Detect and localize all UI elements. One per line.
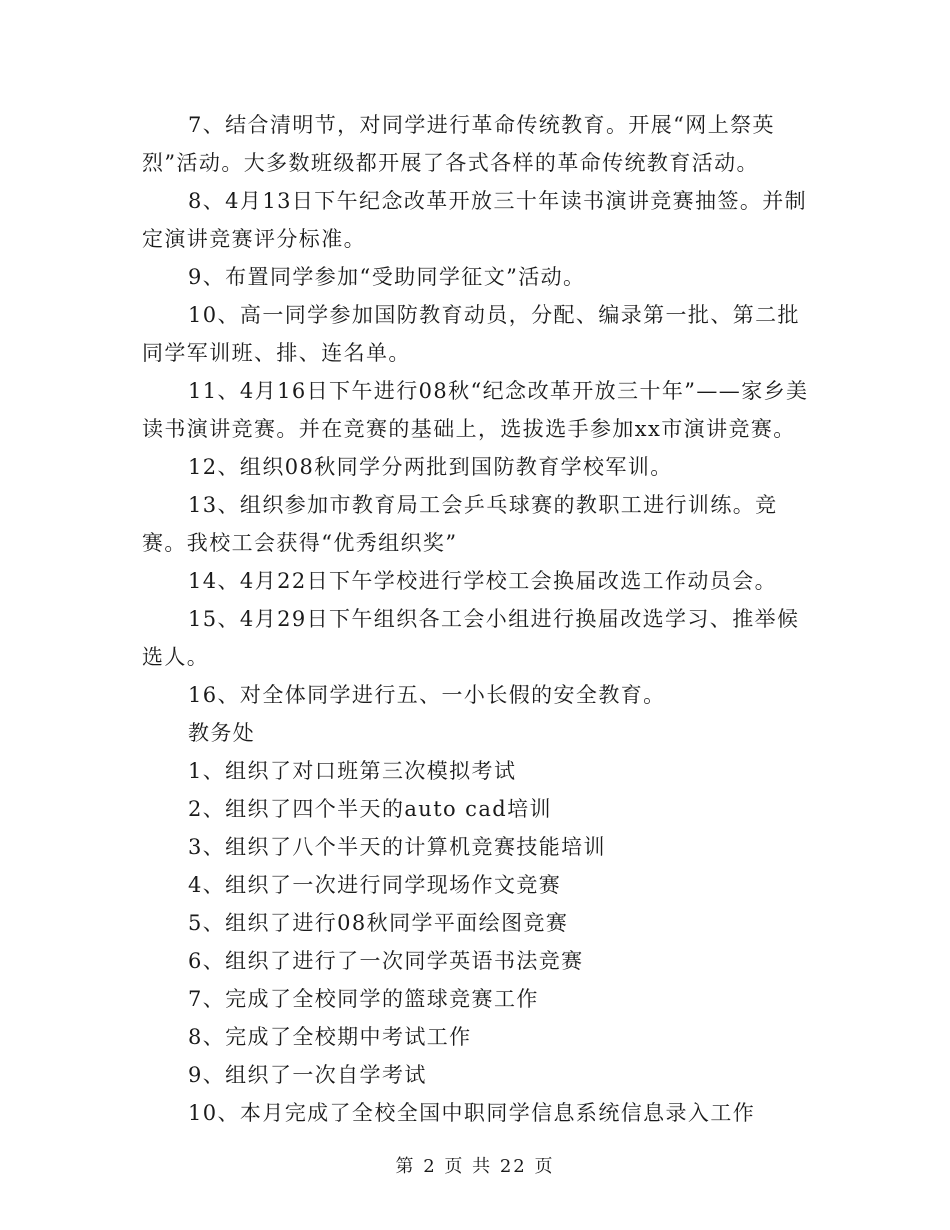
list-item: 3、组织了八个半天的计算机竞赛技能培训 [188, 835, 606, 859]
paragraph: 14、4月22日下午学校进行学校工会换届改选工作动员会。 [188, 569, 778, 593]
section-heading: 教务处 [188, 721, 256, 745]
list-item: 4、组织了一次进行同学现场作文竞赛 [188, 873, 562, 897]
list-item: 1、组织了对口班第三次模拟考试 [188, 759, 517, 783]
list-item: 5、组织了进行08秋同学平面绘图竞赛 [188, 911, 569, 935]
paragraph: 12、组织08秋同学分两批到国防教育学校军训。 [188, 455, 673, 479]
paragraph: 9、布置同学参加“受助同学征文”活动。 [188, 265, 586, 289]
list-item: 7、完成了全校同学的篮球竞赛工作 [188, 987, 539, 1011]
paragraph: 7、结合清明节，对同学进行革命传统教育。开展“网上祭英烈”活动。大多数班级都开展了各式各样的革命传统教育活动。 [142, 113, 775, 175]
list-item: 2、组织了四个半天的auto cad培训 [188, 797, 552, 821]
list-item: 8、完成了全校期中考试工作 [188, 1025, 472, 1049]
paragraph: 10、高一同学参加国防教育动员，分配、编录第一批、第二批同学军训班、排、连名单。 [142, 303, 800, 365]
document-body [142, 106, 810, 1132]
paragraph: 13、组织参加市教育局工会乒乓球赛的教职工进行训练。竞赛。我校工会获得“优秀组织奖” [142, 493, 778, 555]
page-footer: 第 2 页 共 22 页 [395, 1156, 555, 1177]
list-item: 6、组织了进行了一次同学英语书法竞赛 [188, 949, 584, 973]
paragraph: 11、4月16日下午进行08秋“纪念改革开放三十年”——家乡美读书演讲竞赛。并在竞赛的基础上，选拔选手参加xx市演讲竞赛。 [142, 379, 809, 441]
paragraph: 8、4月13日下午纪念改革开放三十年读书演讲竞赛抽签。并制定演讲竞赛评分标准。 [142, 189, 808, 251]
list-item: 10、本月完成了全校全国中职同学信息系统信息录入工作 [188, 1101, 756, 1125]
list-item: 9、组织了一次自学考试 [188, 1063, 427, 1087]
paragraph: 16、对全体同学进行五、一小长假的安全教育。 [188, 683, 666, 707]
paragraph: 15、4月29日下午组织各工会小组进行换届改选学习、推举候选人。 [142, 607, 800, 669]
